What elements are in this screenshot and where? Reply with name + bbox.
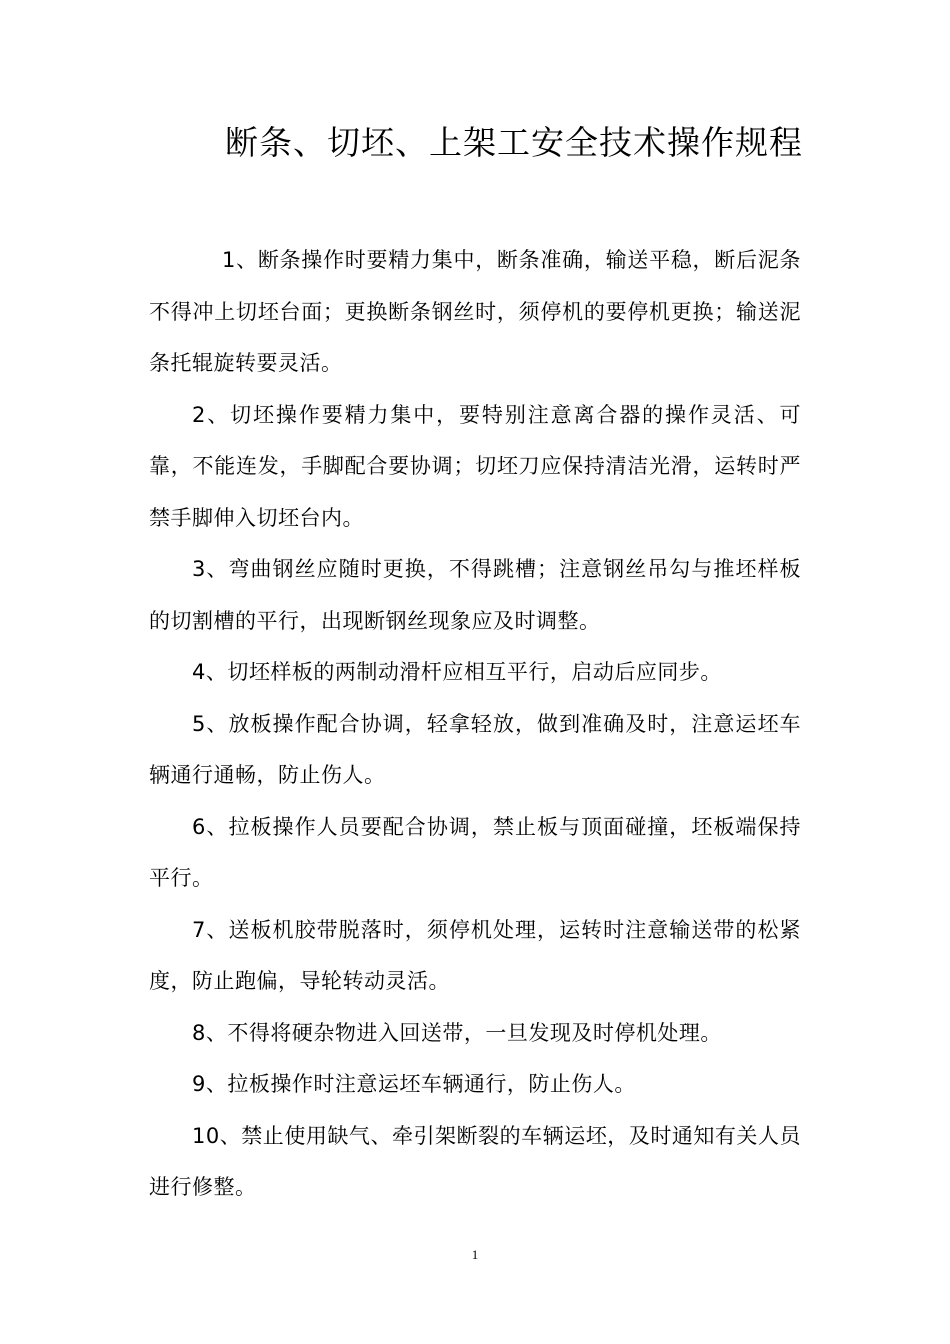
document-body [149,235,801,1214]
paragraph-6: 6、拉板操作人员要配合协调，禁止板与顶面碰撞，坯板端保持平行。 [149,814,801,890]
page-number: 1 [471,1247,479,1262]
paragraph-10: 10、禁止使用缺气、牵引架断裂的车辆运坯，及时通知有关人员进行修整。 [149,1123,801,1199]
document-title: 断条、切坯、上架工安全技术操作规程 [225,123,803,162]
paragraph-8: 8、不得将硬杂物进入回送带，一旦发现及时停机处理。 [192,1020,722,1045]
paragraph-3: 3、弯曲钢丝应随时更换，不得跳槽；注意钢丝吊勾与推坯样板的切割槽的平行，出现断钢丝现象应及时调整。 [149,557,801,633]
paragraph-7: 7、送板机胶带脱落时，须停机处理，运转时注意输送带的松紧度，防止跑偏，导轮转动灵活。 [149,917,801,993]
paragraph-1: 1、断条操作时要精力集中，断条准确，输送平稳，断后泥条不得冲上切坯台面；更换断条钢丝时，须停机的要停机更换；输送泥条托辊旋转要灵活。 [149,248,801,375]
paragraph-4: 4、切坯样板的两制动滑杆应相互平行，启动后应同步。 [192,660,722,684]
paragraph-5: 5、放板操作配合协调，轻拿轻放，做到准确及时，注意运坯车辆通行通畅，防止伤人。 [149,711,801,787]
paragraph-2: 2、切坯操作要精力集中，要特别注意离合器的操作灵活、可靠，不能连发，手脚配合要协调；切坯刀应保持清洁光滑，运转时严禁手脚伸入切坯台内。 [149,402,801,530]
paragraph-9: 9、拉板操作时注意运坯车辆通行，防止伤人。 [192,1072,636,1096]
